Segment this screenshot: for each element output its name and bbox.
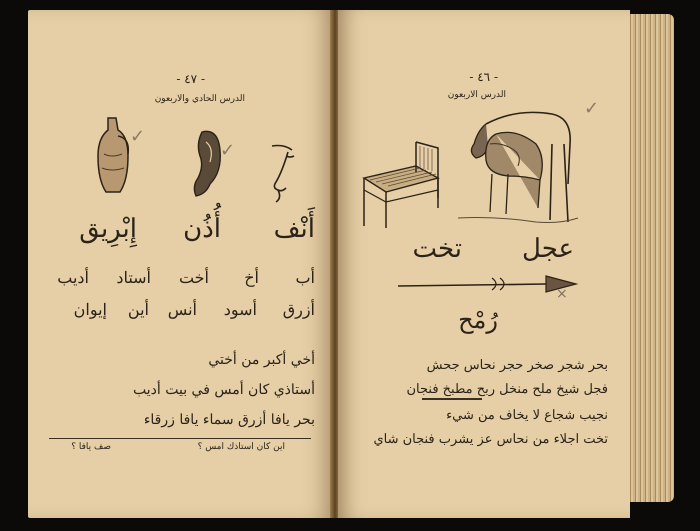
check-mark-icon: ✓ bbox=[220, 140, 236, 161]
letter-row-2-word-1: أزرق bbox=[282, 300, 315, 319]
letter-row-2-word-3: أنس bbox=[167, 300, 197, 319]
word-bed: تخت bbox=[412, 234, 462, 264]
bed-drawing-icon bbox=[358, 138, 442, 230]
check-mark-icon: ✓ bbox=[130, 126, 146, 147]
letter-row-2-word-5: إيوان bbox=[73, 300, 107, 319]
letter-row-1-word-2: أخ bbox=[244, 268, 259, 287]
letter-row-1-word-5: أديب bbox=[57, 268, 89, 287]
word-ear: أُذُن bbox=[183, 214, 221, 244]
footer-question-1: اين كان استاذك امس ؟ bbox=[197, 442, 285, 452]
left-page bbox=[28, 10, 333, 518]
reading-line-2: فجل شيخ ملح منخل ربح مطبخ فنجان bbox=[406, 382, 608, 397]
sentence-1: أخي أكبر من أختي bbox=[208, 352, 315, 368]
cow-and-calf-drawing-icon bbox=[456, 104, 580, 228]
page-edges bbox=[628, 14, 674, 502]
footer-question-2: صف يافا ؟ bbox=[71, 442, 111, 452]
sentence-2: أستاذي كان أمس في بيت أديب bbox=[133, 382, 315, 398]
word-spear: رُمْح bbox=[458, 306, 498, 334]
jug-drawing-icon bbox=[94, 114, 134, 196]
right-page bbox=[338, 10, 630, 518]
letter-row-1-word-3: أخت bbox=[178, 268, 209, 287]
letter-row-2-word-2: أسود bbox=[223, 300, 257, 319]
nose-drawing-icon bbox=[266, 142, 306, 204]
spear-drawing-icon bbox=[396, 272, 578, 296]
left-lesson-title: الدرس الحادي والاربعون bbox=[154, 94, 245, 104]
reading-line-3: نجيب شجاع لا يخاف من شيء bbox=[446, 408, 608, 423]
word-nose: أَنْف bbox=[273, 214, 315, 244]
check-mark-icon: ✓ bbox=[584, 98, 600, 119]
cross-mark-icon: × bbox=[556, 286, 568, 302]
sentence-3: بحر يافا أزرق سماء يافا زرقاء bbox=[143, 412, 315, 428]
reading-line-1: بحر شجر صخر حجر نحاس جحش bbox=[426, 358, 608, 373]
word-jug: إِبْرِيق bbox=[79, 214, 137, 244]
right-lesson-title: الدرس الاربعون bbox=[447, 90, 506, 100]
ear-drawing-icon bbox=[188, 126, 228, 202]
footer-rule bbox=[49, 438, 311, 439]
letter-row-2-word-4: أين bbox=[127, 300, 149, 319]
right-page-number: - ٤٦ - bbox=[469, 70, 498, 84]
letter-row-1-word-1: أب bbox=[295, 268, 315, 287]
underline-mark bbox=[422, 398, 482, 400]
reading-line-4: تخت اجلاء من نحاس عز يشرب فنجان شاي bbox=[373, 432, 608, 447]
left-page-number: - ٤٧ - bbox=[176, 72, 205, 86]
letter-row-1-word-4: أستاد bbox=[116, 268, 151, 287]
word-calf: عجل bbox=[522, 234, 574, 264]
